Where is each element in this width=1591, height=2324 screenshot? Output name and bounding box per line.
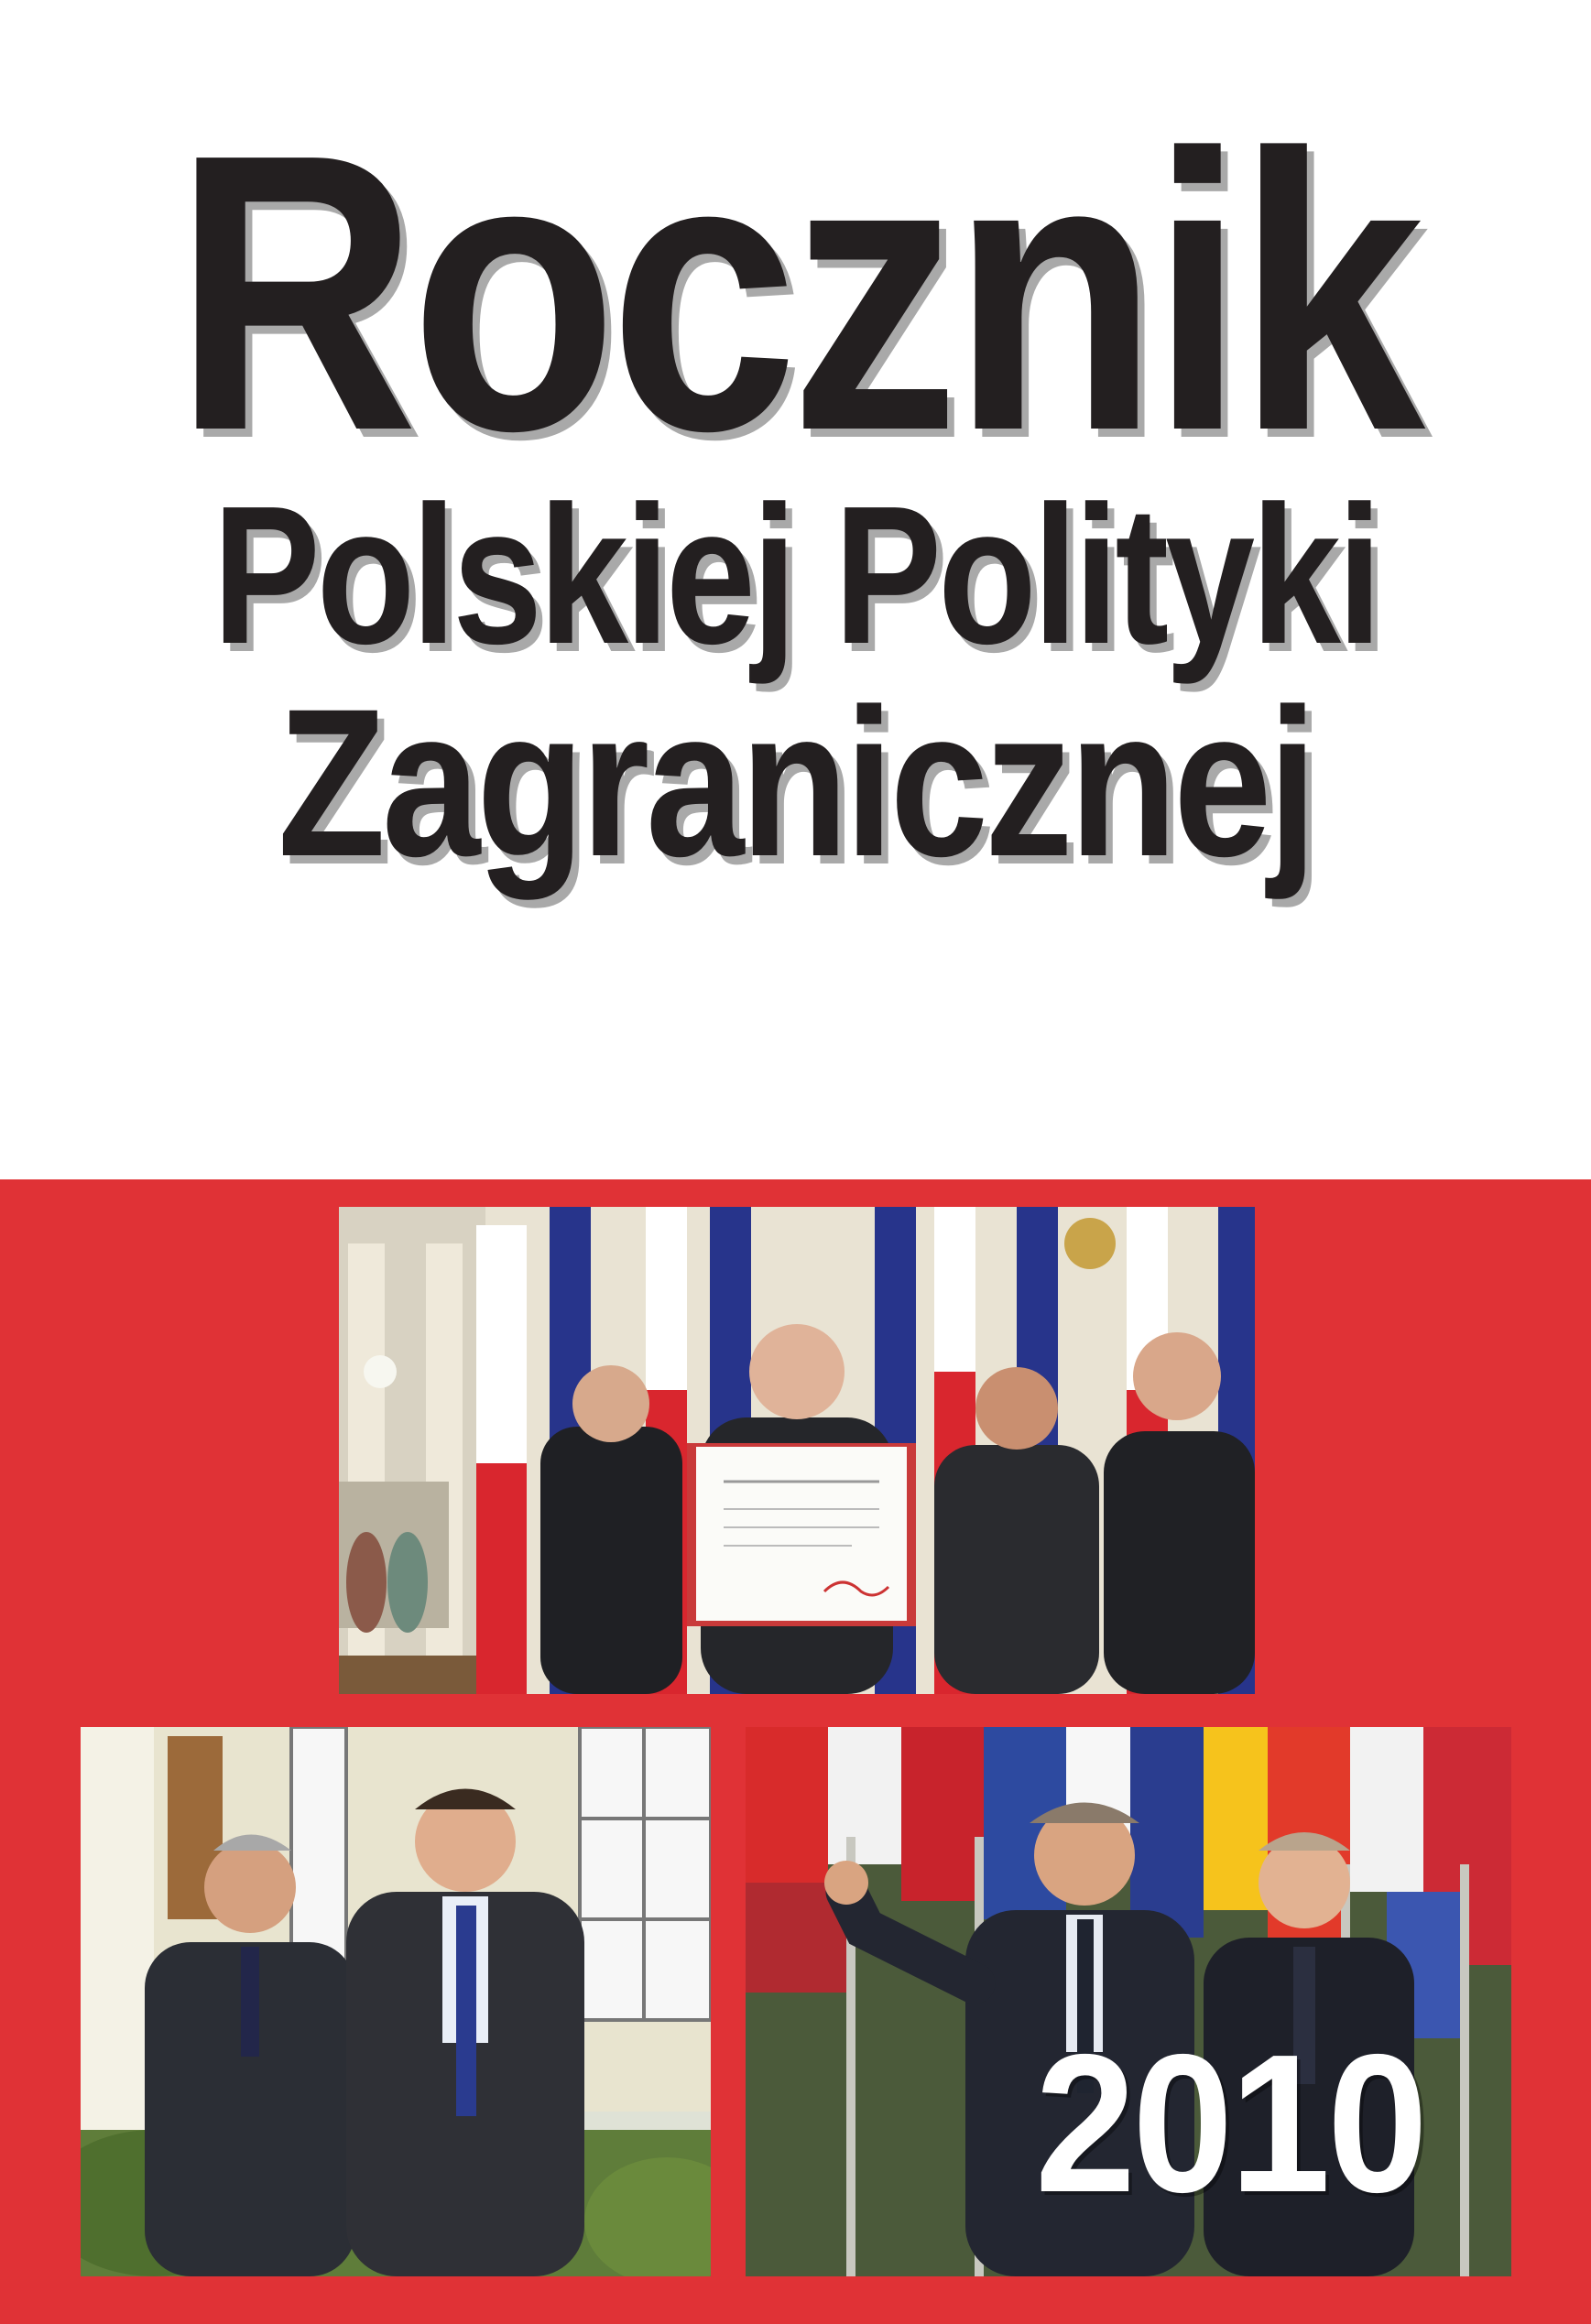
photo-leaders-flags: [746, 1727, 1511, 2276]
photo-two-men-garden: [81, 1727, 711, 2276]
year-label: 2010: [1034, 2013, 1424, 2233]
red-photo-panel: [0, 1179, 1591, 2324]
photo-signing-ceremony: [339, 1207, 1255, 1694]
title-line-2: Polskiej Polityki: [212, 464, 1379, 685]
title-line-1: Rocznik: [173, 73, 1418, 513]
title-line-3: Zagranicznej: [278, 665, 1313, 900]
